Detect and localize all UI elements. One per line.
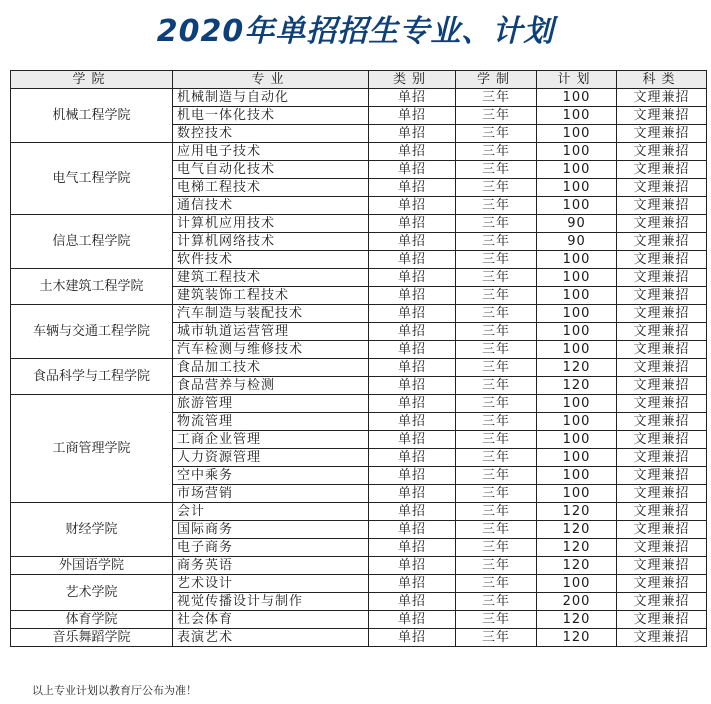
plan-cell: 100: [537, 269, 617, 287]
years-cell: 三年: [456, 197, 537, 215]
plan-cell: 100: [537, 395, 617, 413]
table-row: [11, 629, 707, 647]
plan-cell: 120: [537, 503, 617, 521]
plan-cell: 90: [537, 233, 617, 251]
years-cell: 三年: [456, 251, 537, 269]
type-cell: 单招: [369, 269, 456, 287]
major-cell: 汽车检测与维修技术: [173, 341, 369, 359]
type-cell: 单招: [369, 323, 456, 341]
type-cell: 单招: [369, 557, 456, 575]
plan-cell: 120: [537, 629, 617, 647]
major-cell: 表演艺术: [173, 629, 369, 647]
major-cell: 城市轨道运营管理: [173, 323, 369, 341]
major-cell: 通信技术: [173, 197, 369, 215]
subject-cell: 文理兼招: [617, 215, 707, 233]
type-cell: 单招: [369, 611, 456, 629]
type-cell: 单招: [369, 161, 456, 179]
years-cell: 三年: [456, 557, 537, 575]
plan-cell: 120: [537, 539, 617, 557]
table-header-row: [11, 71, 707, 89]
major-cell: 商务英语: [173, 557, 369, 575]
years-cell: 三年: [456, 503, 537, 521]
plan-cell: 120: [537, 557, 617, 575]
type-cell: 单招: [369, 341, 456, 359]
major-cell: 应用电子技术: [173, 143, 369, 161]
type-cell: 单招: [369, 449, 456, 467]
subject-cell: 文理兼招: [617, 305, 707, 323]
type-cell: 单招: [369, 287, 456, 305]
subject-cell: 文理兼招: [617, 557, 707, 575]
plan-cell: 100: [537, 485, 617, 503]
subject-cell: 文理兼招: [617, 287, 707, 305]
subject-cell: 文理兼招: [617, 125, 707, 143]
subject-cell: 文理兼招: [617, 449, 707, 467]
plan-cell: 100: [537, 197, 617, 215]
plan-cell: 120: [537, 377, 617, 395]
type-cell: 单招: [369, 395, 456, 413]
subject-cell: 文理兼招: [617, 179, 707, 197]
plan-cell: 100: [537, 125, 617, 143]
subject-cell: 文理兼招: [617, 575, 707, 593]
major-cell: 艺术设计: [173, 575, 369, 593]
plan-cell: 100: [537, 323, 617, 341]
subject-cell: 文理兼招: [617, 611, 707, 629]
plan-cell: 100: [537, 413, 617, 431]
years-cell: 三年: [456, 323, 537, 341]
table-row: [11, 305, 707, 323]
table-row: [11, 575, 707, 593]
subject-cell: 文理兼招: [617, 251, 707, 269]
major-cell: 旅游管理: [173, 395, 369, 413]
years-cell: 三年: [456, 215, 537, 233]
major-cell: 视觉传播设计与制作: [173, 593, 369, 611]
subject-cell: 文理兼招: [617, 431, 707, 449]
major-cell: 人力资源管理: [173, 449, 369, 467]
years-cell: 三年: [456, 107, 537, 125]
type-cell: 单招: [369, 233, 456, 251]
subject-cell: 文理兼招: [617, 485, 707, 503]
years-cell: 三年: [456, 125, 537, 143]
plan-cell: 100: [537, 341, 617, 359]
years-cell: 三年: [456, 143, 537, 161]
years-cell: 三年: [456, 593, 537, 611]
type-cell: 单招: [369, 413, 456, 431]
major-cell: 机电一体化技术: [173, 107, 369, 125]
plan-cell: 100: [537, 305, 617, 323]
major-cell: 电子商务: [173, 539, 369, 557]
type-cell: 单招: [369, 215, 456, 233]
major-cell: 社会体育: [173, 611, 369, 629]
major-cell: 建筑装饰工程技术: [173, 287, 369, 305]
major-cell: 计算机应用技术: [173, 215, 369, 233]
major-cell: 会计: [173, 503, 369, 521]
header-college: 学院: [11, 71, 173, 89]
years-cell: 三年: [456, 449, 537, 467]
type-cell: 单招: [369, 143, 456, 161]
plan-cell: 120: [537, 521, 617, 539]
college-name: 机械工程学院: [11, 89, 173, 143]
type-cell: 单招: [369, 107, 456, 125]
major-cell: 软件技术: [173, 251, 369, 269]
type-cell: 单招: [369, 179, 456, 197]
table-row: [11, 395, 707, 413]
plan-cell: 120: [537, 359, 617, 377]
table-row: [11, 611, 707, 629]
years-cell: 三年: [456, 611, 537, 629]
plan-cell: 100: [537, 467, 617, 485]
subject-cell: 文理兼招: [617, 143, 707, 161]
type-cell: 单招: [369, 593, 456, 611]
years-cell: 三年: [456, 89, 537, 107]
header-type: 类别: [369, 71, 456, 89]
header-subject: 科类: [617, 71, 707, 89]
major-cell: 建筑工程技术: [173, 269, 369, 287]
plan-cell: 100: [537, 89, 617, 107]
table-row: [11, 503, 707, 521]
subject-cell: 文理兼招: [617, 197, 707, 215]
type-cell: 单招: [369, 251, 456, 269]
years-cell: 三年: [456, 161, 537, 179]
type-cell: 单招: [369, 305, 456, 323]
years-cell: 三年: [456, 233, 537, 251]
college-name: 信息工程学院: [11, 215, 173, 269]
type-cell: 单招: [369, 359, 456, 377]
subject-cell: 文理兼招: [617, 467, 707, 485]
subject-cell: 文理兼招: [617, 323, 707, 341]
type-cell: 单招: [369, 629, 456, 647]
college-name: 艺术学院: [11, 575, 173, 611]
plan-cell: 100: [537, 431, 617, 449]
years-cell: 三年: [456, 629, 537, 647]
subject-cell: 文理兼招: [617, 233, 707, 251]
plan-cell: 120: [537, 611, 617, 629]
plan-cell: 90: [537, 215, 617, 233]
subject-cell: 文理兼招: [617, 539, 707, 557]
subject-cell: 文理兼招: [617, 503, 707, 521]
type-cell: 单招: [369, 485, 456, 503]
enrollment-plan-table: [10, 70, 707, 647]
plan-cell: 100: [537, 449, 617, 467]
major-cell: 汽车制造与装配技术: [173, 305, 369, 323]
type-cell: 单招: [369, 503, 456, 521]
subject-cell: 文理兼招: [617, 521, 707, 539]
plan-cell: 100: [537, 107, 617, 125]
years-cell: 三年: [456, 539, 537, 557]
major-cell: 工商企业管理: [173, 431, 369, 449]
subject-cell: 文理兼招: [617, 629, 707, 647]
type-cell: 单招: [369, 89, 456, 107]
table-row: [11, 215, 707, 233]
years-cell: 三年: [456, 467, 537, 485]
major-cell: 食品加工技术: [173, 359, 369, 377]
table-row: [11, 359, 707, 377]
major-cell: 机械制造与自动化: [173, 89, 369, 107]
years-cell: 三年: [456, 341, 537, 359]
header-plan: 计划: [537, 71, 617, 89]
major-cell: 国际商务: [173, 521, 369, 539]
plan-cell: 100: [537, 143, 617, 161]
type-cell: 单招: [369, 575, 456, 593]
type-cell: 单招: [369, 377, 456, 395]
years-cell: 三年: [456, 179, 537, 197]
years-cell: 三年: [456, 521, 537, 539]
years-cell: 三年: [456, 287, 537, 305]
subject-cell: 文理兼招: [617, 395, 707, 413]
plan-cell: 100: [537, 575, 617, 593]
type-cell: 单招: [369, 125, 456, 143]
years-cell: 三年: [456, 305, 537, 323]
major-cell: 计算机网络技术: [173, 233, 369, 251]
subject-cell: 文理兼招: [617, 413, 707, 431]
years-cell: 三年: [456, 413, 537, 431]
type-cell: 单招: [369, 521, 456, 539]
table-row: [11, 269, 707, 287]
college-name: 外国语学院: [11, 557, 173, 575]
major-cell: 电梯工程技术: [173, 179, 369, 197]
subject-cell: 文理兼招: [617, 377, 707, 395]
major-cell: 电气自动化技术: [173, 161, 369, 179]
footnote: 以上专业计划以教育厅公布为准！: [32, 684, 197, 697]
table-row: [11, 557, 707, 575]
table-body: [11, 89, 707, 647]
years-cell: 三年: [456, 269, 537, 287]
major-cell: 市场营销: [173, 485, 369, 503]
subject-cell: 文理兼招: [617, 269, 707, 287]
type-cell: 单招: [369, 539, 456, 557]
subject-cell: 文理兼招: [617, 107, 707, 125]
college-name: 工商管理学院: [11, 395, 173, 503]
subject-cell: 文理兼招: [617, 89, 707, 107]
subject-cell: 文理兼招: [617, 593, 707, 611]
major-cell: 空中乘务: [173, 467, 369, 485]
major-cell: 数控技术: [173, 125, 369, 143]
page-title: 2020年单招招生专业、计划: [156, 14, 555, 49]
plan-cell: 200: [537, 593, 617, 611]
header-years: 学制: [456, 71, 537, 89]
major-cell: 物流管理: [173, 413, 369, 431]
subject-cell: 文理兼招: [617, 359, 707, 377]
table-row: [11, 143, 707, 161]
subject-cell: 文理兼招: [617, 161, 707, 179]
years-cell: 三年: [456, 395, 537, 413]
table-row: [11, 89, 707, 107]
plan-cell: 100: [537, 179, 617, 197]
years-cell: 三年: [456, 485, 537, 503]
type-cell: 单招: [369, 431, 456, 449]
years-cell: 三年: [456, 377, 537, 395]
plan-cell: 100: [537, 161, 617, 179]
plan-cell: 100: [537, 287, 617, 305]
college-name: 电气工程学院: [11, 143, 173, 215]
college-name: 音乐舞蹈学院: [11, 629, 173, 647]
header-major: 专业: [173, 71, 369, 89]
years-cell: 三年: [456, 431, 537, 449]
type-cell: 单招: [369, 467, 456, 485]
subject-cell: 文理兼招: [617, 341, 707, 359]
plan-cell: 100: [537, 251, 617, 269]
college-name: 土木建筑工程学院: [11, 269, 173, 305]
years-cell: 三年: [456, 359, 537, 377]
years-cell: 三年: [456, 575, 537, 593]
college-name: 体育学院: [11, 611, 173, 629]
college-name: 食品科学与工程学院: [11, 359, 173, 395]
type-cell: 单招: [369, 197, 456, 215]
major-cell: 食品营养与检测: [173, 377, 369, 395]
college-name: 车辆与交通工程学院: [11, 305, 173, 359]
college-name: 财经学院: [11, 503, 173, 557]
